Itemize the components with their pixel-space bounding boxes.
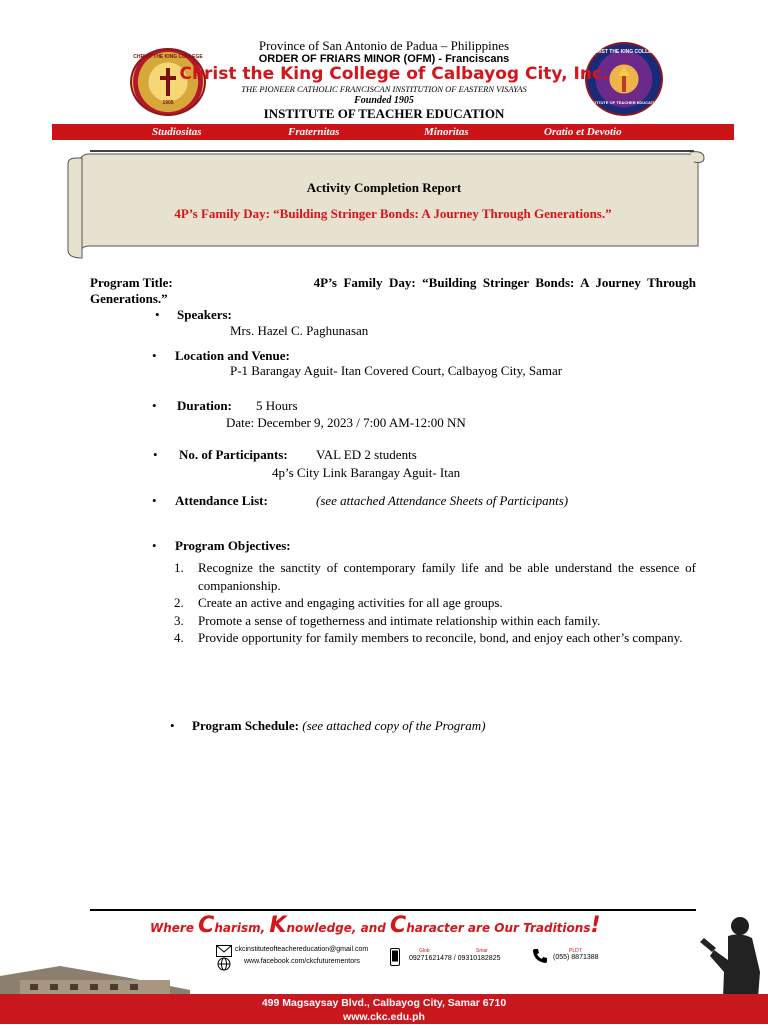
tagline-initial: C [390,913,407,938]
mobile-phone-icon [390,948,400,971]
footer-tagline [150,913,601,938]
tagline-part: nowledge, and [286,921,391,935]
bullet-objectives: • [152,538,157,553]
footer-email: ckcinstituteofteachereducation@gmail.com [235,946,369,953]
seal-right-bottom-text: INSTITUTE OF TEACHER EDUCATION [587,100,661,105]
attendance-label: Attendance List: [175,493,268,508]
glob-label: Glob [419,948,430,954]
motto-studiositas: Studiositas [152,126,202,138]
tagline-initial: K [269,913,287,938]
duration-label: Duration: [177,398,232,413]
address-bar [0,994,768,1024]
schedule-label: Program Schedule: [192,718,299,733]
objective-text: Provide opportunity for family members to reconcile, bond, and enjoy each other’s company. [198,630,683,645]
location-value: P-1 Barangay Aguit- Itan Covered Court, Calbayog City, Samar [230,363,563,378]
objective-text: Promote a sense of togetherness and intimate relationship within each family. [198,612,601,628]
objectives-label: Program Objectives: [175,538,291,553]
globe-icon [217,957,231,976]
objective-text: Recognize the sanctity of contemporary family life and be able understand the essence of companionship. [198,560,696,593]
footer-address: 499 Magsaysay Blvd., Calbayog City, Samar 6710 [261,997,507,1009]
footer-website: www.ckc.edu.ph [343,1011,425,1023]
seal-right-top-text: CHRIST THE KING COLLEGE [589,49,659,55]
bullet-attendance: • [152,493,157,508]
bullet-location: • [152,348,157,363]
duration-value: 5 Hours [256,398,298,413]
program-title-line2: Generations.” [90,291,168,306]
participants-line2: 4p’s City Link Barangay Aguit- Itan [272,465,461,480]
college-name: Christ the King College of Calbayog City, Inc. [179,64,609,84]
location-label: Location and Venue: [175,348,290,363]
objective-item: 2. Create an active and engaging activities for all age groups. [174,594,696,612]
participants-line1: VAL ED 2 students [316,447,417,462]
participants-label: No. of Participants: [179,447,288,462]
schedule-block [192,718,486,734]
pioneer-line: THE PIONEER CATHOLIC FRANCISCAN INSTITUTION OF EASTERN VISAYAS [241,84,527,94]
date-value: Date: December 9, 2023 / 7:00 AM-12:00 NN [226,415,466,430]
speaker-name: Mrs. Hazel C. Paghunasan [230,323,369,338]
scroll-banner [66,150,706,246]
footer-landline: (055) 8871388 [553,954,599,961]
attendance-value: (see attached Attendance Sheets of Participants) [316,493,569,508]
footer-facebook: www.facebook.com/ckcfuturementors [244,958,360,965]
founded-line: Founded 1905 [354,95,414,106]
program-title-label: Program Title: [90,275,173,290]
program-title-block [90,275,696,307]
tagline-initial: C [198,913,215,938]
tagline-part: Where [150,921,199,935]
report-title: Activity Completion Report [306,180,462,195]
bullet-participants: • [153,447,158,462]
bullet-duration: • [152,398,157,413]
schedule-value: (see attached copy of the Program) [302,718,486,733]
motto-oratio: Oratio et Devotio [544,126,622,138]
bullet-schedule: • [170,718,175,733]
objective-item: 4. Provide opportunity for family members to reconcile, bond, and enjoy each other’s company. [174,629,696,647]
tagline-part: harism, [214,921,270,935]
telephone-icon [532,948,548,969]
footer-phones: 09271621478 / 09310182825 [409,955,501,962]
objective-item: 3. Promote a sense of togetherness and intimate relationship within each family. [174,612,696,630]
speakers-label: Speakers: [177,307,232,322]
motto-fraternitas: Fraternitas [288,126,340,138]
objectives-list [174,559,696,647]
bullet-speakers: • [155,307,160,322]
motto-minoritas: Minoritas [424,126,469,138]
seal-left-year: 1905 [162,100,174,106]
footer-divider [90,909,696,911]
tagline-part: ! [590,913,601,938]
institute-name: INSTITUTE OF TEACHER EDUCATION [263,106,505,121]
province-line: Province of San Antonio de Padua – Philippines [258,38,510,53]
tagline-part: haracter are Our Traditions [406,921,591,935]
program-title-line1: 4P’s Family Day: “Building Stringer Bonds: A Journey Through [313,275,696,290]
report-subtitle: 4P’s Family Day: “Building Stringer Bonds: A Journey Through Generations.” [174,206,612,221]
smar-label: Smar [476,948,488,954]
pldt-label: PLDT [569,948,582,954]
motto-bar [52,124,734,140]
seal-left-top-text: CHRIST THE KING COLLEGE [133,54,203,60]
objective-text: Create an active and engaging activities for all age groups. [198,595,503,610]
objective-item: 1. Recognize the sanctity of contemporary family life and be able understand the essence of companionship. [174,560,696,593]
order-line: ORDER OF FRIARS MINOR (OFM) - Franciscans [258,53,510,65]
